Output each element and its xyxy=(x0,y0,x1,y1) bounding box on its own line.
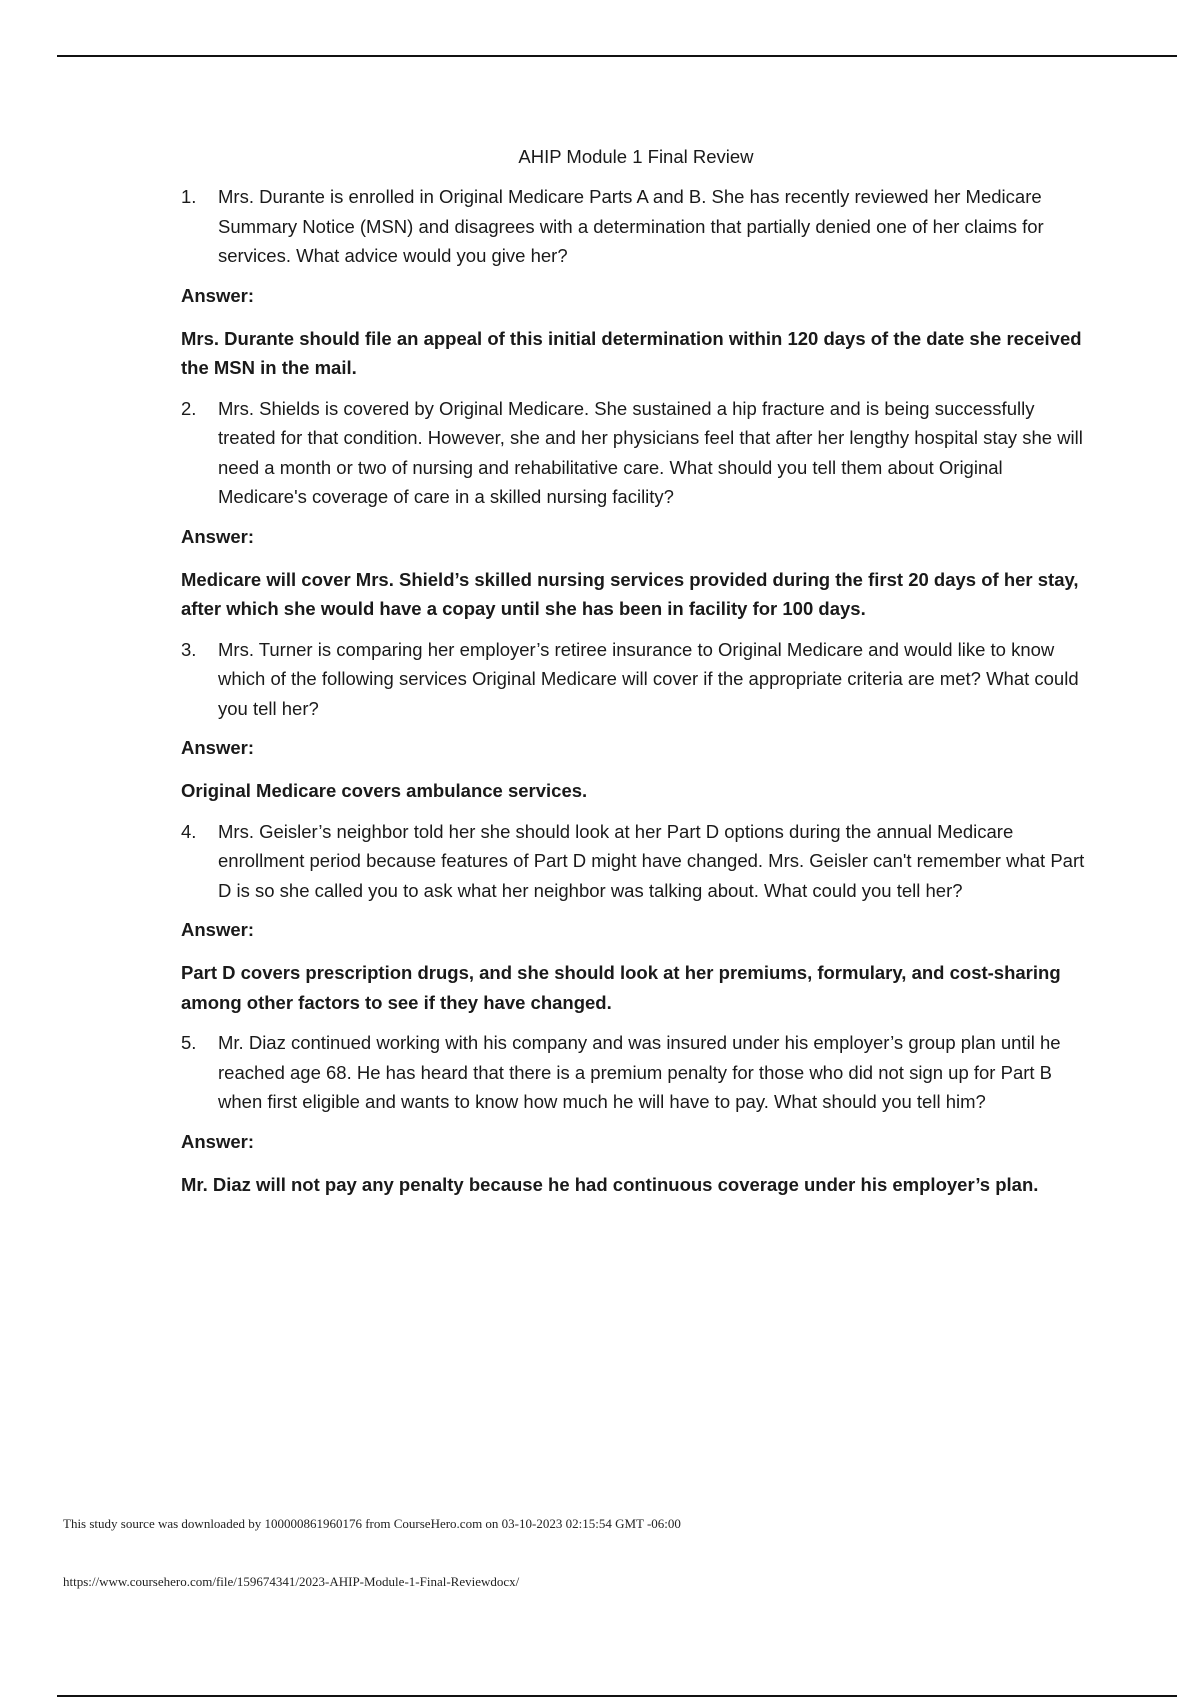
question-number: 4. xyxy=(181,820,197,842)
bottom-divider xyxy=(57,1695,1177,1697)
question-3 xyxy=(181,635,1091,724)
question-number: 2. xyxy=(181,397,197,419)
answer-label: Answer: xyxy=(181,919,254,940)
question-text: Mrs. Shields is covered by Original Medicare. She sustained a hip fracture and is being successfully treated for that condition. However, she and her physicians feel that after her lengthy hospital stay she will need a month or two of nursing and rehabilitative care. What should you tell them about Original Medicare's coverage of care in a skilled nursing facility? xyxy=(218,397,1083,507)
question-text: Mrs. Turner is comparing her employer’s retiree insurance to Original Medicare and would like to know which of the following services Original Medicare will cover if the appropriate criteria are met? What could you tell her? xyxy=(218,638,1079,719)
answer-text: Mrs. Durante should file an appeal of this initial determination within 120 days of the date she received the MSN in the mail. xyxy=(181,327,1082,378)
answer-text: Medicare will cover Mrs. Shield’s skilled nursing services provided during the first 20 days of her stay, after which she would have a copay until she has been in facility for 100 days. xyxy=(181,568,1079,619)
question-number: 3. xyxy=(181,638,197,660)
download-source-note: This study source was downloaded by 100000861960176 from CourseHero.com on 03-10-2023 02:15:54 GMT -06:00 xyxy=(63,1516,681,1531)
answer-label: Answer: xyxy=(181,737,254,758)
question-number: 5. xyxy=(181,1032,197,1053)
document-body xyxy=(181,142,1091,1210)
top-divider xyxy=(57,55,1177,57)
question-4 xyxy=(181,817,1091,906)
answer-label: Answer: xyxy=(181,525,254,547)
answer-text: Mr. Diaz will not pay any penalty because he had continuous coverage under his employer’s plan. xyxy=(181,1173,1039,1195)
question-text: Mrs. Durante is enrolled in Original Medicare Parts A and B. She has recently reviewed her Medicare Summary Notice (MSN) and disagrees with a determination that partially denied one of her claims for services. What advice would you give her? xyxy=(218,186,1044,266)
question-5 xyxy=(181,1028,1091,1117)
question-2 xyxy=(181,394,1091,512)
document-title: AHIP Module 1 Final Review xyxy=(518,146,754,167)
source-url[interactable]: https://www.coursehero.com/file/159674341/2023-AHIP-Module-1-Final-Reviewdocx/ xyxy=(63,1574,520,1589)
question-number: 1. xyxy=(181,186,197,207)
question-text: Mr. Diaz continued working with his company and was insured under his employer’s group plan until he reached age 68. He has heard that there is a premium penalty for those who did not sign up for Part B when first eligible and wants to know how much he will have to pay. What should you tell him? xyxy=(218,1032,1061,1112)
answer-text: Original Medicare covers ambulance services. xyxy=(181,780,588,801)
answer-text: Part D covers prescription drugs, and she should look at her premiums, formulary, and cost-sharing among other factors to see if they have changed. xyxy=(181,962,1061,1013)
answer-label: Answer: xyxy=(181,284,254,306)
answer-label: Answer: xyxy=(181,1130,254,1152)
question-1 xyxy=(181,182,1091,271)
question-text: Mrs. Geisler’s neighbor told her she should look at her Part D options during the annual Medicare enrollment period because features of Part D might have changed. Mrs. Geisler can't remember what Part D is so she called you to ask what her neighbor was talking about. What could you tell her? xyxy=(218,820,1085,901)
